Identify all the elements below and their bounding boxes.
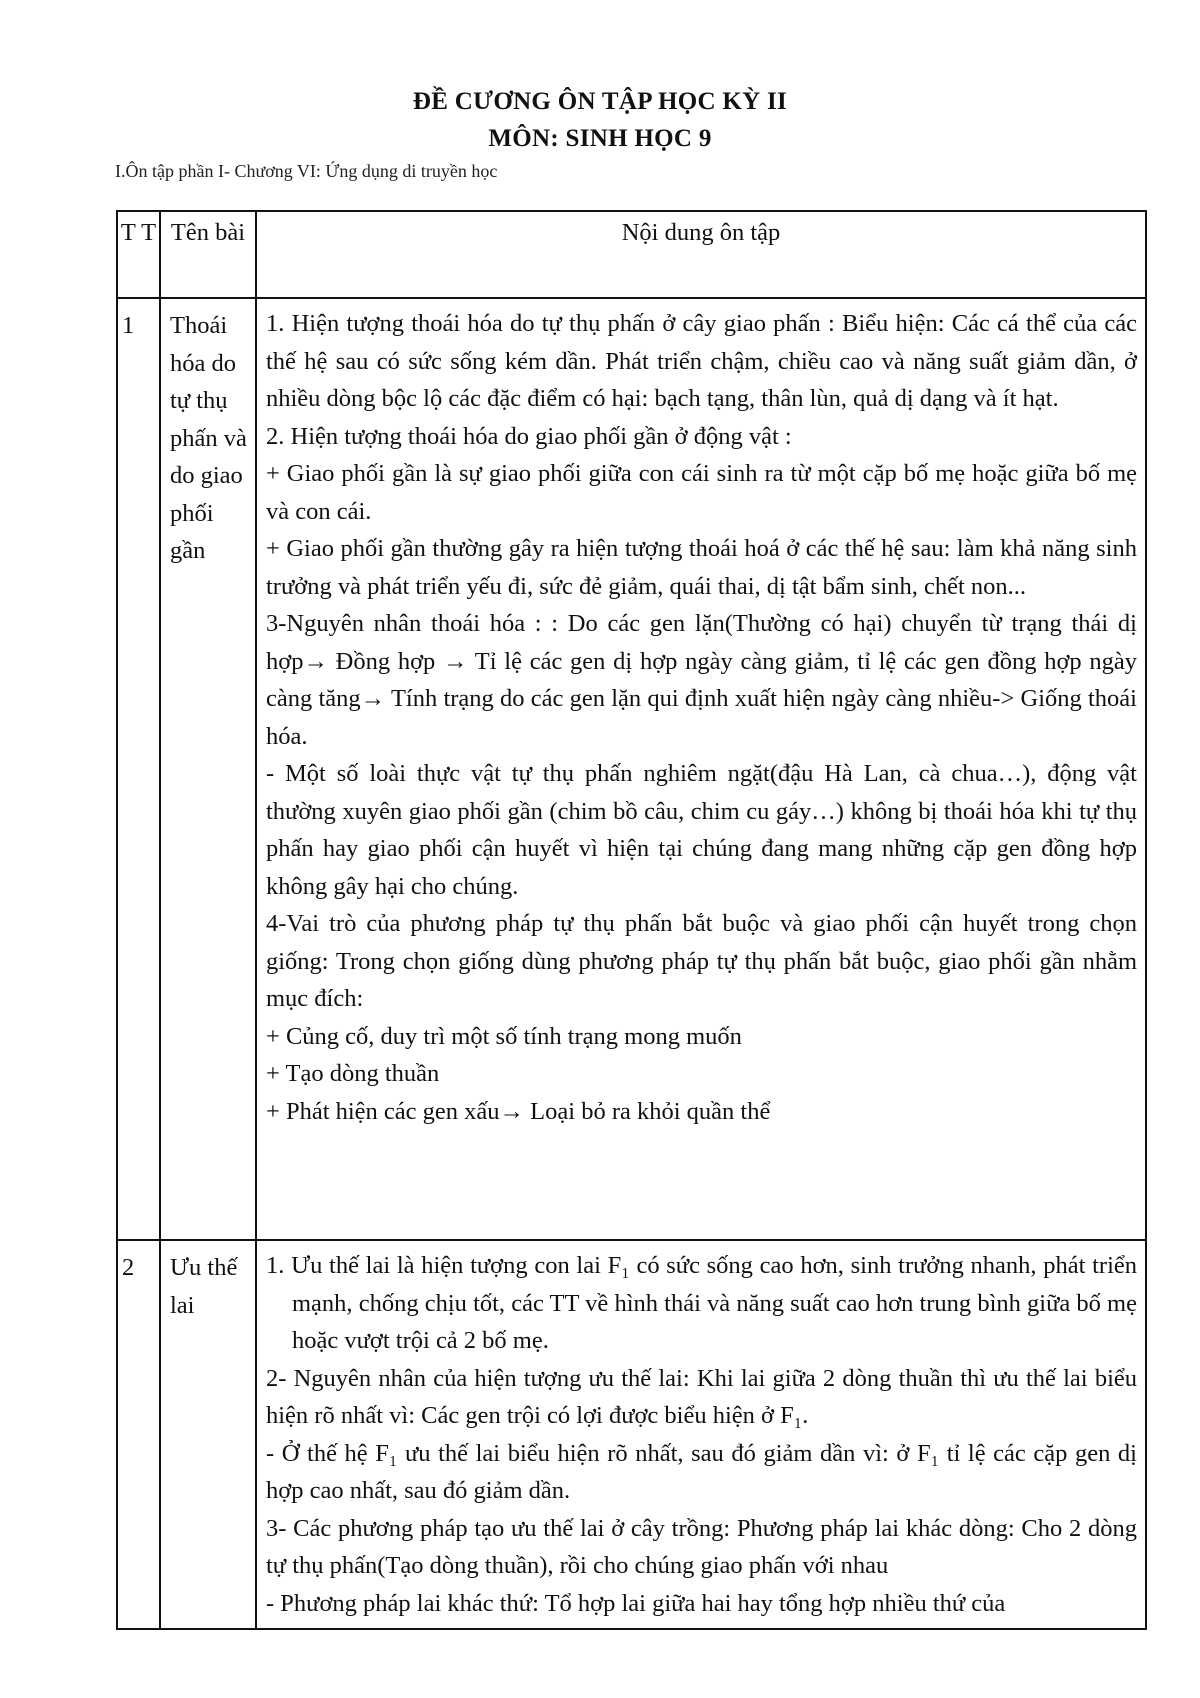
content-line: + Giao phối gần thường gây ra hiện tượng thoái hoá ở các thế hệ sau: làm khả năng sinh trưởng và phát triển yếu đi, sức đẻ giảm, quái thai, dị tật bẩm sinh, chết non... — [266, 535, 1137, 600]
table-row — [117, 1240, 1146, 1629]
row-number: 1 — [117, 298, 160, 1240]
content-line: 2. Hiện tượng thoái hóa do giao phối gần ở động vật : — [266, 422, 792, 450]
content-line: - Một số loài thực vật tự thụ phấn nghiêm ngặt(đậu Hà Lan, cà chua…), động vật thường xuyên giao phối gần (chim bồ câu, chim cu gáy…) không bị thoái hóa khi tự thụ phấn hay giao phối cận huyết vì hiện tại chúng đang mang những cặp gen đồng hợp không gây hại cho chúng. — [266, 760, 1137, 900]
content-line: - Ở thế hệ F₁ ưu thế lai biểu hiện rõ nhất, sau đó giảm dần vì: ở F₁ tỉ lệ các cặp gen dị hợp cao nhất, sau đó giảm dần. — [266, 1439, 1137, 1504]
row-number: 2 — [117, 1240, 160, 1629]
header-ten-bai: Tên bài — [160, 211, 256, 298]
document-subtitle: MÔN: SINH HỌC 9 — [488, 125, 712, 152]
lesson-name: Thoái hóa do tự thụ phấn và do giao phối gần — [160, 298, 256, 1240]
content-line: 3- Các phương pháp tạo ưu thế lai ở cây trồng: Phương pháp lai khác dòng: Cho 2 dòng tự thụ phấn(Tạo dòng thuần), rồi cho chúng giao phấn với nhau — [266, 1514, 1137, 1579]
table-header-row — [117, 211, 1146, 298]
lesson-content — [256, 1240, 1146, 1629]
content-line: + Phát hiện các gen xấu→ Loại bỏ ra khỏi quần thể — [266, 1097, 771, 1125]
content-line: 1. Ưu thế lai là hiện tượng con lai F₁ có sức sống cao hơn, sinh trưởng nhanh, phát triển mạnh, chống chịu tốt, các TT về hình thái và năng suất cao hơn trung bình giữa bố mẹ hoặc vượt trội cả 2 bố mẹ. — [266, 1252, 1137, 1354]
document-title: ĐỀ CƯƠNG ÔN TẬP HỌC KỲ II — [412, 88, 788, 115]
content-line: + Củng cố, duy trì một số tính trạng mong muốn — [266, 1022, 742, 1050]
content-line: + Giao phối gần là sự giao phối giữa con cái sinh ra từ một cặp bố mẹ hoặc giữa bố mẹ và con cái. — [266, 460, 1137, 525]
section-heading: I.Ôn tập phần I- Chương VI: Ứng dụng di truyền học — [115, 161, 498, 181]
content-line: - Phương pháp lai khác thứ: Tổ hợp lai giữa hai hay tổng hợp nhiều thứ của — [266, 1589, 1006, 1617]
table-row — [117, 298, 1146, 1240]
content-line: 2- Nguyên nhân của hiện tượng ưu thế lai: Khi lai giữa 2 dòng thuần thì ưu thế lai biểu hiện rõ nhất vì: Các gen trội có lợi được biểu hiện ở F₁. — [266, 1364, 1137, 1429]
lesson-name: Ưu thế lai — [160, 1240, 256, 1629]
content-line: 4-Vai trò của phương pháp tự thụ phấn bắt buộc và giao phối cận huyết trong chọn giống: Trong chọn giống dùng phương pháp tự thụ phấn bắt buộc, giao phối gần nhằm mục đích: — [266, 910, 1137, 1012]
header-noi-dung: Nội dung ôn tập — [256, 211, 1146, 298]
lesson-content — [256, 298, 1146, 1240]
review-outline-table — [116, 210, 1147, 1630]
content-line: + Tạo dòng thuần — [266, 1060, 440, 1087]
content-line: 1. Hiện tượng thoái hóa do tự thụ phấn ở cây giao phấn : Biểu hiện: Các cá thể của các thế hệ sau có sức sống kém dần. Phát triển chậm, chiều cao và năng suất giảm dần, ở nhiều dòng bộc lộ các đặc điểm có hại: bạch tạng, thân lùn, quả dị dạng và ít hạt. — [266, 310, 1137, 412]
header-tt: T T — [117, 211, 160, 298]
content-line: 3-Nguyên nhân thoái hóa : : Do các gen lặn(Thường có hại) chuyển từ trạng thái dị hợp→ Đồng hợp → Tỉ lệ các gen dị hợp ngày càng giảm, tỉ lệ các gen đồng hợp ngày càng tăng→ Tính trạng do các gen lặn qui định xuất hiện ngày càng nhiều-> Giống thoái hóa. — [266, 610, 1137, 750]
